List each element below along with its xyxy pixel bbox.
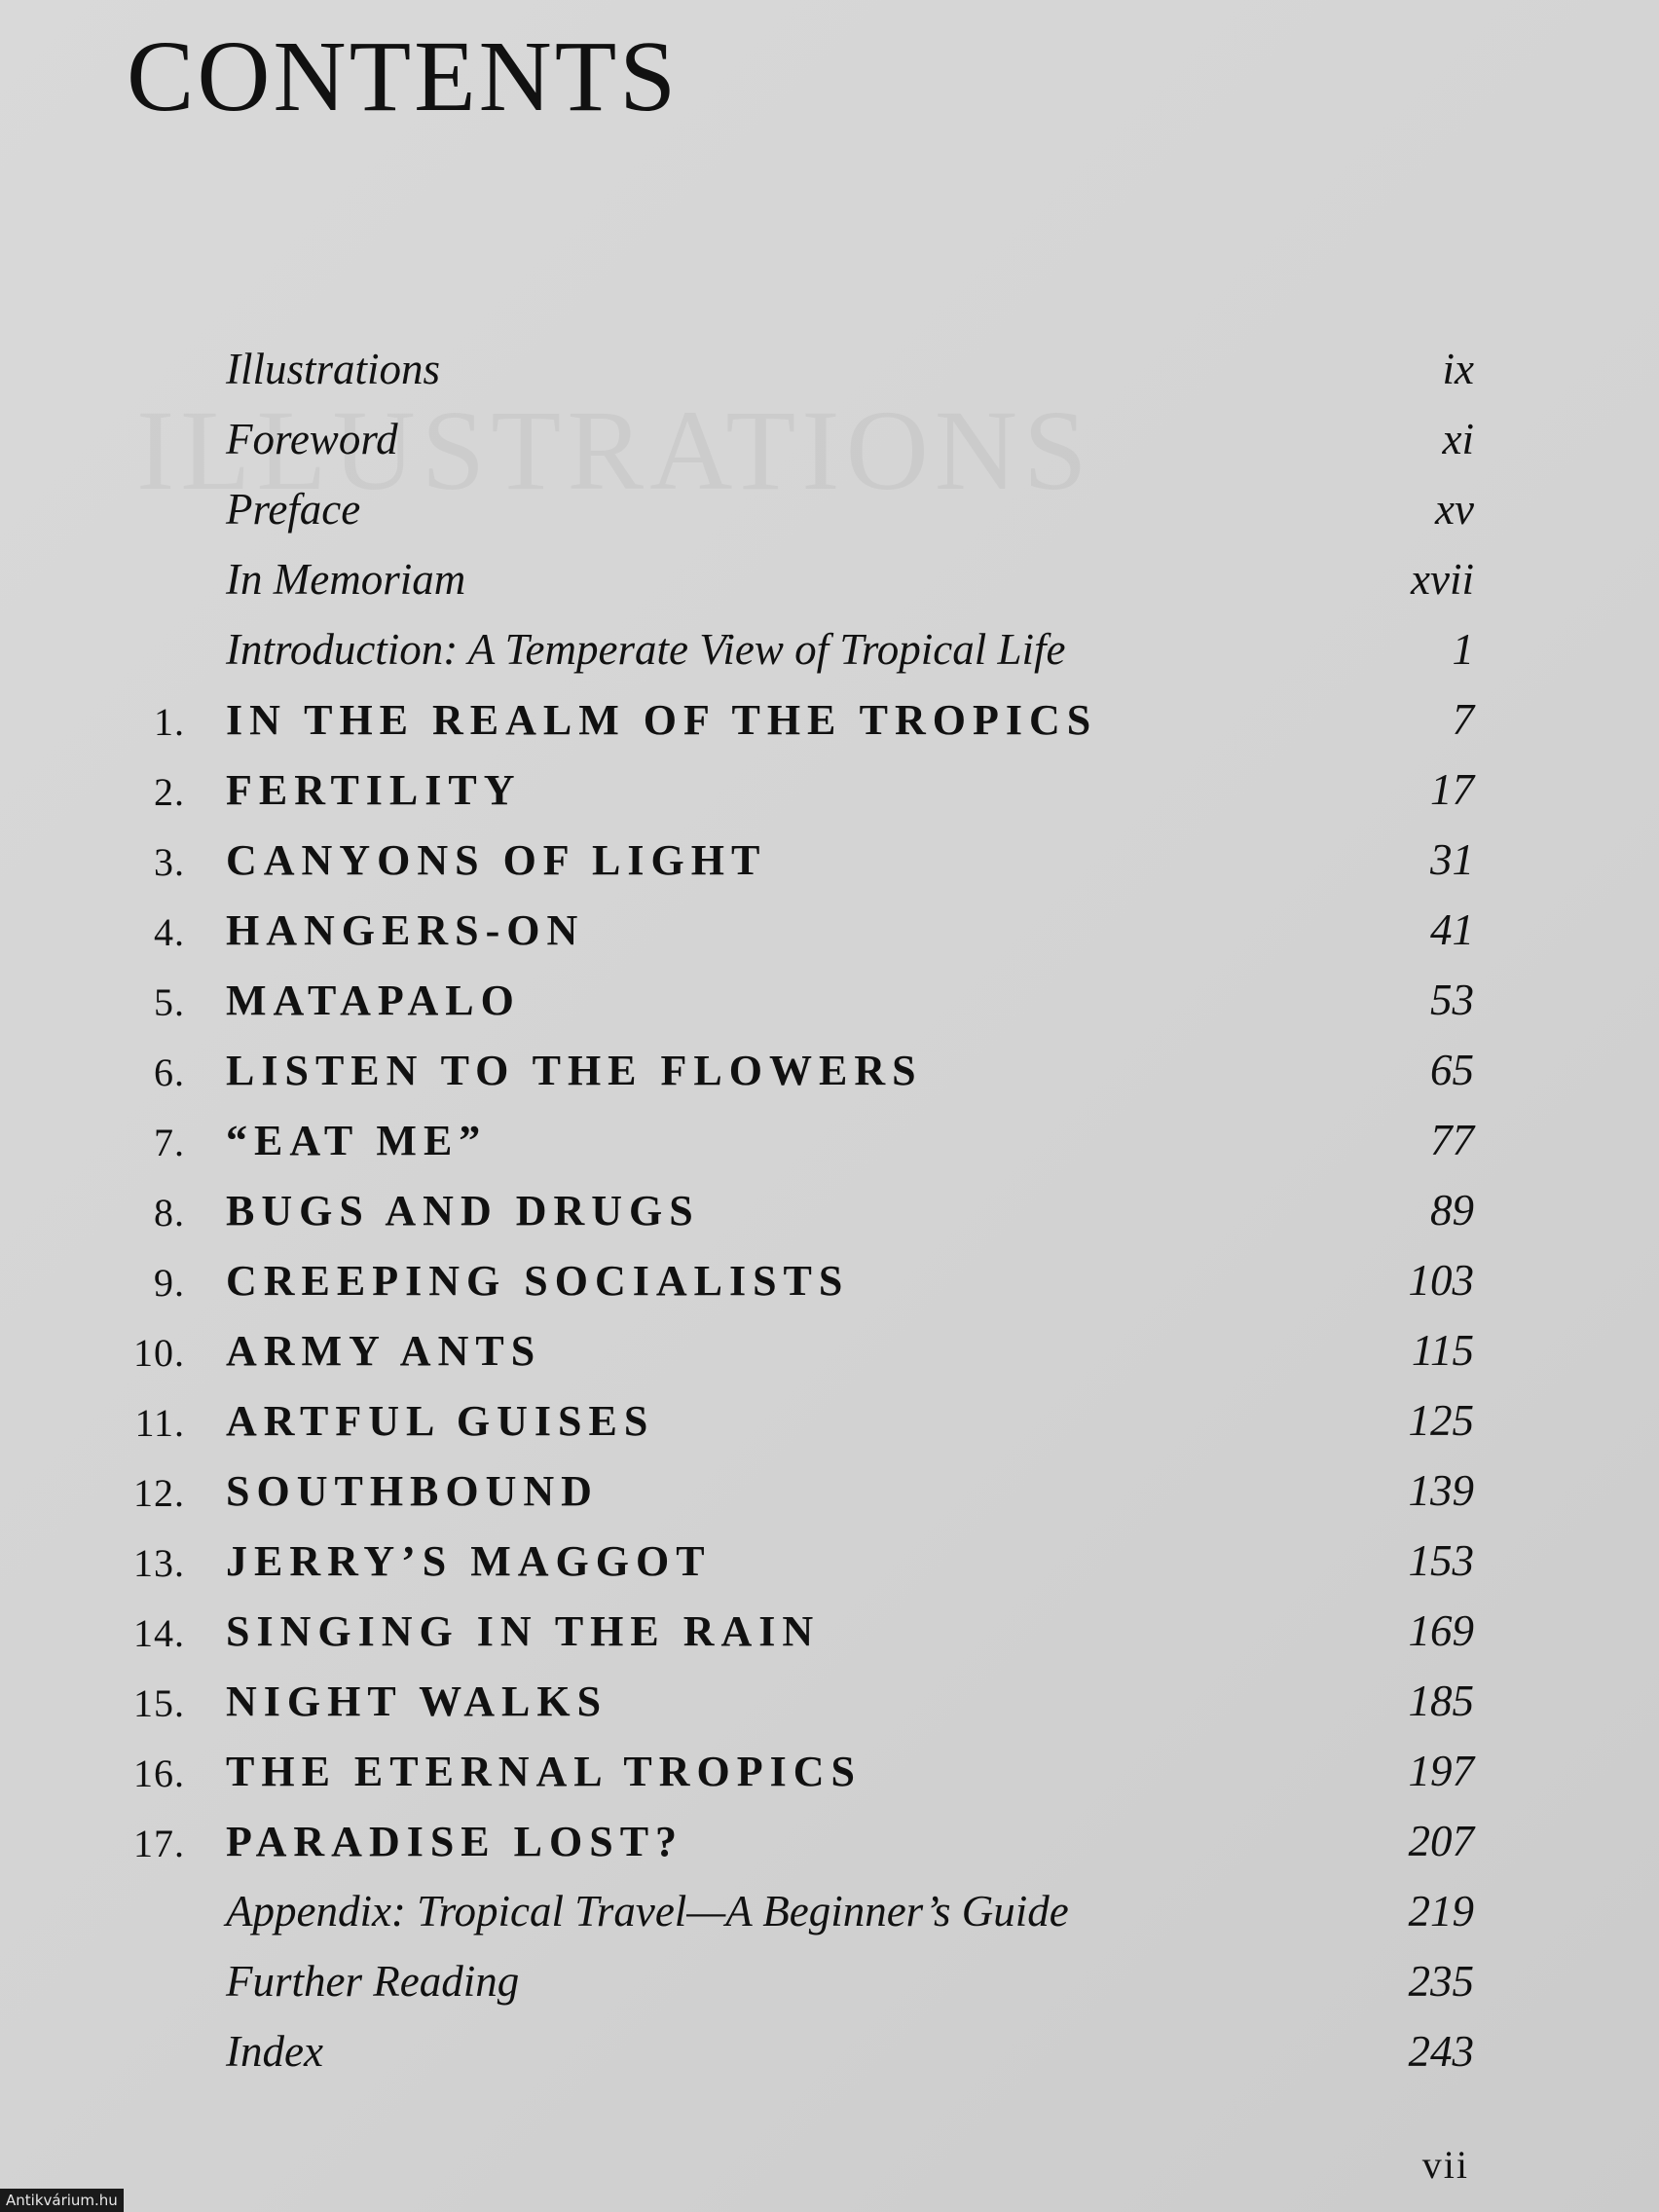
page-reference: 65 [1430, 1046, 1474, 1094]
toc-entry [0, 1738, 1659, 1808]
watermark: Antikvárium.hu [0, 2189, 124, 2212]
page-reference: 185 [1408, 1677, 1474, 1725]
toc-entry [0, 1668, 1659, 1738]
page-reference: 125 [1408, 1396, 1474, 1445]
chapter-number: 12. [133, 1471, 185, 1515]
page-reference: 103 [1408, 1256, 1474, 1305]
page-reference: 1 [1452, 625, 1474, 674]
toc-entry [0, 2018, 1659, 2088]
chapter-number: 9. [154, 1261, 185, 1305]
chapter-number: 4. [154, 910, 185, 954]
toc-entry [0, 406, 1659, 476]
chapter-number: 17. [133, 1822, 185, 1865]
toc-entry [0, 1317, 1659, 1387]
chapter-number: 14. [133, 1611, 185, 1655]
table-of-contents [0, 336, 1659, 2088]
page-reference: 41 [1430, 905, 1474, 954]
toc-entry [0, 1808, 1659, 1878]
chapter-title: “EAT ME” [226, 1117, 488, 1164]
page-reference: 77 [1430, 1116, 1474, 1164]
page-reference: 153 [1408, 1536, 1474, 1585]
chapter-title: PARADISE LOST? [226, 1818, 684, 1865]
chapter-title: CANYONS OF LIGHT [226, 836, 767, 884]
toc-entry [0, 827, 1659, 897]
section-title: Foreword [226, 415, 398, 463]
toc-entry [0, 1247, 1659, 1317]
chapter-title: ARMY ANTS [226, 1327, 542, 1375]
toc-entry [0, 1387, 1659, 1457]
page-reference: 53 [1430, 976, 1474, 1024]
section-title: Illustrations [226, 345, 441, 393]
page-reference: ix [1442, 345, 1474, 393]
chapter-number: 8. [154, 1191, 185, 1235]
page-reference: 169 [1408, 1606, 1474, 1655]
chapter-title: ARTFUL GUISES [226, 1397, 655, 1445]
section-title: Index [226, 2027, 323, 2076]
toc-entry [0, 1107, 1659, 1177]
page-reference: 7 [1452, 695, 1474, 744]
toc-entry [0, 1037, 1659, 1107]
toc-entry [0, 546, 1659, 616]
chapter-number: 1. [154, 700, 185, 744]
page-reference: 31 [1430, 835, 1474, 884]
chapter-title: CREEPING SOCIALISTS [226, 1257, 850, 1305]
page-reference: 89 [1430, 1186, 1474, 1235]
chapter-number: 5. [154, 980, 185, 1024]
toc-entry [0, 1457, 1659, 1528]
toc-entry [0, 336, 1659, 406]
page-reference: 17 [1430, 765, 1474, 814]
page-reference: xv [1435, 485, 1474, 534]
chapter-title: MATAPALO [226, 977, 521, 1024]
toc-entry [0, 1528, 1659, 1598]
chapter-title: HANGERS-ON [226, 906, 585, 954]
toc-entry [0, 1948, 1659, 2018]
chapter-number: 2. [154, 770, 185, 814]
page-reference: xi [1442, 415, 1474, 463]
chapter-number: 6. [154, 1051, 185, 1094]
chapter-title: IN THE REALM OF THE TROPICS [226, 696, 1098, 744]
chapter-title: NIGHT WALKS [226, 1677, 608, 1725]
chapter-title: SOUTHBOUND [226, 1467, 599, 1515]
chapter-title: LISTEN TO THE FLOWERS [226, 1047, 923, 1094]
section-title: In Memoriam [226, 555, 466, 604]
section-title: Further Reading [226, 1957, 520, 2006]
chapter-number: 13. [133, 1541, 185, 1585]
chapter-number: 16. [133, 1751, 185, 1795]
section-title: Appendix: Tropical Travel—A Beginner’s Guide [226, 1887, 1069, 1936]
chapter-title: JERRY’S MAGGOT [226, 1537, 712, 1585]
chapter-title: SINGING IN THE RAIN [226, 1607, 821, 1655]
chapter-number: 15. [133, 1681, 185, 1725]
chapter-title: BUGS AND DRUGS [226, 1187, 700, 1235]
chapter-number: 3. [154, 840, 185, 884]
page-reference: 243 [1408, 2027, 1474, 2076]
toc-entry [0, 1878, 1659, 1948]
toc-entry [0, 1598, 1659, 1668]
toc-entry [0, 756, 1659, 827]
page-number: vii [1421, 2143, 1469, 2187]
page-reference: 235 [1408, 1957, 1474, 2006]
chapter-number: 7. [154, 1121, 185, 1164]
section-title: Introduction: A Temperate View of Tropical Life [226, 625, 1066, 674]
chapter-number: 11. [134, 1401, 185, 1445]
page-reference: 115 [1411, 1326, 1474, 1375]
page-reference: 139 [1408, 1466, 1474, 1515]
chapter-number: 10. [133, 1331, 185, 1375]
page-reference: 197 [1408, 1747, 1474, 1795]
page-reference: 219 [1408, 1887, 1474, 1936]
toc-entry [0, 476, 1659, 546]
page-title: CONTENTS [127, 20, 680, 132]
page-reference: xvii [1411, 555, 1474, 604]
toc-entry [0, 1177, 1659, 1247]
toc-entry [0, 967, 1659, 1037]
toc-entry [0, 686, 1659, 756]
toc-entry [0, 897, 1659, 967]
section-title: Preface [226, 485, 361, 534]
page-reference: 207 [1408, 1817, 1474, 1865]
chapter-title: THE ETERNAL TROPICS [226, 1748, 863, 1795]
chapter-title: FERTILITY [226, 766, 522, 814]
toc-entry [0, 616, 1659, 686]
